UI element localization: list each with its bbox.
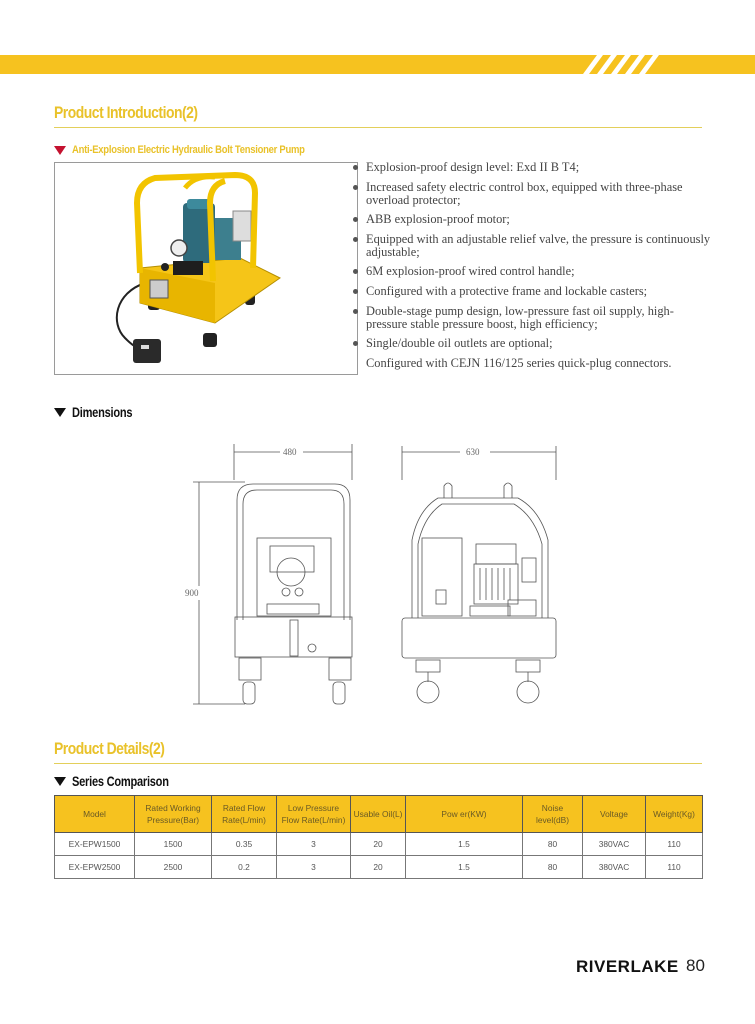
column-header: Voltage <box>583 796 646 833</box>
table-cell: 20 <box>351 833 406 856</box>
dimension-width-front: 480 <box>283 447 297 457</box>
table-header-row <box>55 796 703 833</box>
page-number: 80 <box>686 956 705 975</box>
table-cell: 1.5 <box>406 833 523 856</box>
feature-list <box>352 161 712 370</box>
section-title-details: Product Details(2) <box>54 739 165 758</box>
table-cell: 110 <box>646 833 703 856</box>
table-cell: 80 <box>523 856 583 879</box>
feature-item: Single/double oil outlets are optional; <box>352 337 712 350</box>
table-cell: EX-EPW2500 <box>55 856 135 879</box>
column-header: Low Pressure Flow Rate(L/min) <box>277 796 351 833</box>
column-header: Pow er(KW) <box>406 796 523 833</box>
column-header: Usable Oil(L) <box>351 796 406 833</box>
table-cell: 3 <box>277 856 351 879</box>
product-name: Anti-Explosion Electric Hydraulic Bolt Tensioner Pump <box>72 144 305 156</box>
table-cell: 20 <box>351 856 406 879</box>
table-cell: 380VAC <box>583 856 646 879</box>
series-comparison-table <box>54 795 703 879</box>
feature-item: Double-stage pump design, low-pressure fast oil supply, high-pressure stable pressure boost, high efficiency; <box>352 305 712 331</box>
table-cell: 3 <box>277 833 351 856</box>
product-photo <box>54 162 358 375</box>
feature-item: Explosion-proof design level: Exd II B T4; <box>352 161 712 174</box>
table-cell: 0.35 <box>212 833 277 856</box>
product-name-heading <box>54 144 343 156</box>
pump-illustration <box>55 163 357 374</box>
feature-item: 6M explosion-proof wired control handle; <box>352 265 712 278</box>
column-header: Weight(Kg) <box>646 796 703 833</box>
section-divider <box>54 127 702 128</box>
dimension-width-side: 630 <box>466 447 480 457</box>
series-comparison-heading <box>54 774 190 789</box>
table-cell: 2500 <box>135 856 212 879</box>
triangle-marker-icon <box>54 777 66 786</box>
section-divider <box>54 763 702 764</box>
dimension-height: 900 <box>185 588 199 598</box>
series-comparison-label: Series Comparison <box>72 774 169 789</box>
table-cell: 380VAC <box>583 833 646 856</box>
dimensions-label: Dimensions <box>72 405 133 420</box>
table-cell: EX-EPW1500 <box>55 833 135 856</box>
table-cell: 1.5 <box>406 856 523 879</box>
column-header: Rated Working Pressure(Bar) <box>135 796 212 833</box>
table-cell: 0.2 <box>212 856 277 879</box>
table-row <box>55 833 703 856</box>
feature-item: ABB explosion-proof motor; <box>352 213 712 226</box>
dimensions-heading <box>54 405 146 420</box>
brand-logo: RIVERLAKE <box>576 957 679 976</box>
table-cell: 1500 <box>135 833 212 856</box>
feature-item: Configured with a protective frame and lockable casters; <box>352 285 712 298</box>
triangle-marker-icon <box>54 408 66 417</box>
front-view-drawing <box>185 440 365 708</box>
triangle-marker-icon <box>54 146 66 155</box>
top-banner-stripe <box>0 55 755 74</box>
feature-item: Increased safety electric control box, equipped with three-phase overload protector; <box>352 181 712 207</box>
section-title-introduction: Product Introduction(2) <box>54 103 198 122</box>
column-header: Model <box>55 796 135 833</box>
table-row <box>55 856 703 879</box>
feature-note: Configured with CEJN 116/125 series quick-plug connectors. <box>366 355 672 370</box>
table-cell: 80 <box>523 833 583 856</box>
side-view-drawing <box>398 440 568 708</box>
column-header: Noise level(dB) <box>523 796 583 833</box>
feature-item: Equipped with an adjustable relief valve, the pressure is continuously adjustable; <box>352 233 712 259</box>
column-header: Rated Flow Rate(L/min) <box>212 796 277 833</box>
table-cell: 110 <box>646 856 703 879</box>
